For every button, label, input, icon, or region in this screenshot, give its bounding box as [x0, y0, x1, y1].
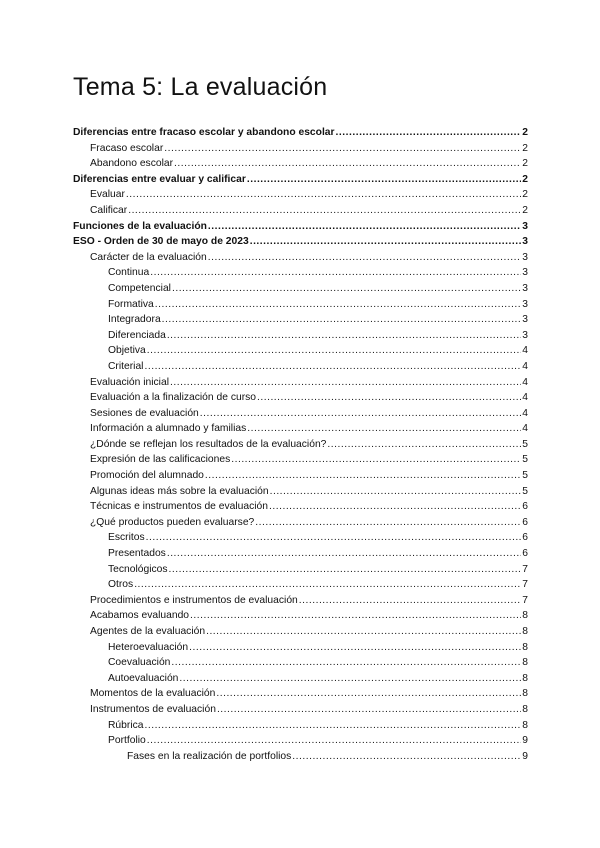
toc-leader-dots [147, 733, 521, 749]
toc-entry[interactable] [73, 421, 528, 437]
toc-entry[interactable] [73, 203, 528, 219]
document-title: Tema 5: La evaluación [73, 73, 328, 101]
toc-entry-page-number: 5 [522, 470, 528, 482]
toc-entry-page-number: 3 [522, 298, 528, 310]
toc-entry-title: Carácter de la evaluación [90, 251, 207, 263]
toc-entry-page-number: 5 [522, 438, 528, 450]
toc-entry-page-number: 8 [522, 703, 528, 715]
toc-entry[interactable] [73, 702, 528, 718]
toc-leader-dots [208, 250, 522, 266]
toc-entry[interactable] [73, 499, 528, 515]
toc-leader-dots [231, 452, 521, 468]
toc-entry-title: Funciones de la evaluación [73, 220, 207, 232]
toc-entry-page-number: 8 [522, 719, 528, 731]
toc-entry-page-number: 2 [522, 189, 528, 201]
toc-entry[interactable] [73, 390, 528, 406]
toc-entry[interactable] [73, 187, 528, 203]
toc-entry-page-number: 4 [522, 423, 528, 435]
toc-entry-title: Portfolio [108, 735, 146, 747]
toc-entry[interactable] [73, 359, 528, 375]
toc-entry-title: Evaluar [90, 189, 125, 201]
toc-entry-page-number: 7 [522, 594, 528, 606]
toc-entry-title: ¿Qué productos pueden evaluarse? [90, 516, 255, 528]
toc-leader-dots [189, 640, 521, 656]
toc-leader-dots [292, 749, 521, 765]
toc-entry[interactable] [73, 686, 528, 702]
toc-entry-page-number: 3 [522, 314, 528, 326]
toc-entry[interactable] [73, 156, 528, 172]
toc-entry[interactable] [73, 125, 528, 141]
toc-entry-page-number: 4 [522, 360, 528, 372]
toc-leader-dots [270, 484, 522, 500]
toc-entry[interactable] [73, 452, 528, 468]
toc-entry[interactable] [73, 234, 528, 250]
toc-leader-dots [299, 593, 521, 609]
toc-leader-dots [128, 203, 521, 219]
toc-leader-dots [174, 156, 521, 172]
toc-entry[interactable] [73, 577, 528, 593]
toc-entry-title: Objetiva [108, 345, 146, 357]
toc-entry-page-number: 2 [522, 173, 528, 185]
toc-entry-page-number: 2 [522, 158, 528, 170]
toc-entry-title: Algunas ideas más sobre la evaluación [90, 485, 269, 497]
toc-entry-page-number: 3 [522, 267, 528, 279]
toc-leader-dots [217, 702, 521, 718]
toc-entry-page-number: 9 [522, 750, 528, 762]
toc-entry-page-number: 8 [522, 657, 528, 669]
toc-entry-page-number: 8 [522, 626, 528, 637]
toc-entry-title: ESO - Orden de 30 de mayo de 2023 [73, 236, 249, 248]
toc-entry-title: Agentes de la evaluación [90, 626, 206, 637]
toc-leader-dots [257, 390, 521, 406]
toc-leader-dots [171, 655, 521, 671]
toc-leader-dots [172, 281, 521, 297]
toc-entry-title: Integradora [108, 314, 161, 326]
toc-leader-dots [167, 328, 521, 344]
toc-entry-title: Información a alumnado y familias [90, 423, 247, 435]
toc-leader-dots [200, 406, 521, 422]
toc-entry-title: Sesiones de evaluación [90, 407, 199, 419]
toc-entry-page-number: 2 [522, 127, 528, 138]
toc-entry[interactable] [73, 250, 528, 266]
toc-entry-page-number: 5 [522, 454, 528, 466]
toc-leader-dots [269, 499, 521, 515]
toc-entry-title: Competencial [108, 282, 171, 294]
toc-leader-dots [155, 297, 521, 313]
toc-entry[interactable] [73, 484, 528, 500]
toc-entry[interactable] [73, 281, 528, 297]
toc-entry[interactable] [73, 593, 528, 609]
toc-entry-title: Evaluación inicial [90, 376, 169, 388]
toc-entry-page-number: 8 [522, 610, 528, 622]
toc-entry-page-number: 3 [522, 251, 528, 263]
toc-entry-title: Formativa [108, 298, 154, 310]
toc-entry[interactable] [73, 718, 528, 734]
toc-entry-page-number: 4 [522, 407, 528, 419]
toc-entry-title: ¿Dónde se reflejan los resultados de la evaluación? [90, 438, 327, 450]
toc-entry[interactable] [73, 655, 528, 671]
toc-entry[interactable] [73, 562, 528, 578]
toc-entry-title: Abandono escolar [90, 158, 174, 170]
toc-entry-page-number: 6 [522, 516, 528, 528]
toc-leader-dots [205, 468, 521, 484]
toc-leader-dots [208, 219, 521, 235]
toc-entry-title: Expresión de las calificaciones [90, 454, 231, 466]
toc-entry-title: Otros [108, 579, 134, 591]
toc-entry[interactable] [73, 375, 528, 391]
toc-entry-page-number: 4 [522, 345, 528, 357]
toc-leader-dots [247, 421, 521, 437]
toc-entry-title: Evaluación a la finalización de curso [90, 392, 256, 404]
toc-entry-title: Continua [108, 267, 150, 279]
toc-entry-title: Promoción del alumnado [90, 470, 204, 482]
toc-entry-page-number: 3 [522, 236, 528, 248]
toc-entry-page-number: 7 [522, 579, 528, 591]
toc-entry-page-number: 8 [522, 688, 528, 700]
toc-entry-title: Rúbrica [108, 719, 144, 731]
toc-entry-page-number: 4 [522, 376, 528, 388]
toc-entry[interactable] [73, 530, 528, 546]
toc-entry-title: Fracaso escolar [90, 142, 164, 154]
toc-leader-dots [247, 172, 521, 188]
toc-entry-title: Momentos de la evaluación [90, 688, 216, 700]
toc-entry-page-number: 8 [522, 672, 528, 684]
toc-entry[interactable] [73, 141, 528, 157]
toc-leader-dots [255, 515, 521, 531]
toc-entry-title: Diferenciada [108, 329, 166, 341]
toc-entry[interactable] [73, 172, 528, 188]
toc-entry[interactable] [73, 468, 528, 484]
toc-entry[interactable] [73, 328, 528, 344]
toc-entry-title: Tecnológicos [108, 563, 168, 575]
toc-leader-dots [134, 577, 521, 593]
toc-entry[interactable] [73, 343, 528, 359]
toc-entry[interactable] [73, 437, 528, 453]
toc-entry[interactable] [73, 749, 528, 765]
toc-entry[interactable] [73, 671, 528, 687]
toc-entry[interactable] [73, 515, 528, 531]
toc-entry-page-number: 9 [522, 735, 528, 747]
toc-entry-title: Procedimientos e instrumentos de evaluación [90, 594, 298, 606]
toc-leader-dots [167, 546, 521, 562]
toc-entry-title: Acabamos evaluando [90, 610, 190, 622]
toc-leader-dots [169, 562, 522, 578]
toc-entry[interactable] [73, 265, 528, 281]
toc-entry[interactable] [73, 608, 528, 624]
toc-entry-title: Instrumentos de evaluación [90, 703, 216, 715]
toc-entry-page-number: 6 [522, 501, 528, 513]
toc-leader-dots [164, 141, 521, 157]
toc-entry[interactable] [73, 312, 528, 328]
toc-leader-dots [327, 437, 521, 453]
toc-leader-dots [250, 234, 522, 250]
toc-entry-title: Heteroevaluación [108, 641, 189, 653]
toc-entry-title: Técnicas e instrumentos de evaluación [90, 501, 269, 513]
toc-entry-page-number: 2 [522, 204, 528, 216]
toc-entry-page-number: 6 [522, 548, 528, 560]
toc-entry-page-number: 7 [522, 563, 528, 575]
toc-leader-dots [170, 375, 521, 391]
toc-entry-page-number: 2 [522, 142, 528, 154]
toc-entry[interactable] [73, 624, 528, 640]
toc-entry[interactable] [73, 640, 528, 656]
toc-leader-dots [190, 608, 521, 624]
toc-entry-page-number: 8 [522, 641, 528, 653]
toc-leader-dots [179, 671, 521, 687]
toc-leader-dots [146, 530, 522, 546]
toc-entry[interactable] [73, 219, 528, 235]
toc-entry[interactable] [73, 546, 528, 562]
toc-entry-page-number: 3 [522, 220, 528, 232]
toc-leader-dots [150, 265, 521, 281]
table-of-contents [73, 125, 528, 764]
toc-entry-title: Fases en la realización de portfolios [127, 750, 292, 762]
toc-entry-page-number: 3 [522, 282, 528, 294]
toc-entry-page-number: 5 [522, 485, 528, 497]
toc-entry-title: Calificar [90, 204, 128, 216]
toc-entry[interactable] [73, 733, 528, 749]
toc-leader-dots [147, 343, 521, 359]
toc-entry-title: Diferencias entre fracaso escolar y abandono escolar [73, 127, 335, 138]
toc-leader-dots [216, 686, 521, 702]
toc-leader-dots [144, 718, 521, 734]
toc-leader-dots [126, 187, 521, 203]
toc-leader-dots [336, 125, 522, 141]
toc-entry-page-number: 3 [522, 329, 528, 341]
toc-leader-dots [144, 359, 521, 375]
toc-entry-title: Diferencias entre evaluar y calificar [73, 173, 246, 185]
toc-leader-dots [162, 312, 522, 328]
toc-entry-page-number: 4 [522, 392, 528, 404]
toc-entry[interactable] [73, 406, 528, 422]
toc-entry-page-number: 6 [522, 532, 528, 544]
toc-entry[interactable] [73, 297, 528, 313]
toc-entry-title: Coevaluación [108, 657, 171, 669]
toc-entry-title: Presentados [108, 548, 166, 560]
toc-entry-title: Escritos [108, 532, 145, 544]
toc-leader-dots [206, 624, 521, 640]
toc-entry-title: Autoevaluación [108, 672, 179, 684]
toc-entry-title: Criterial [108, 360, 144, 372]
